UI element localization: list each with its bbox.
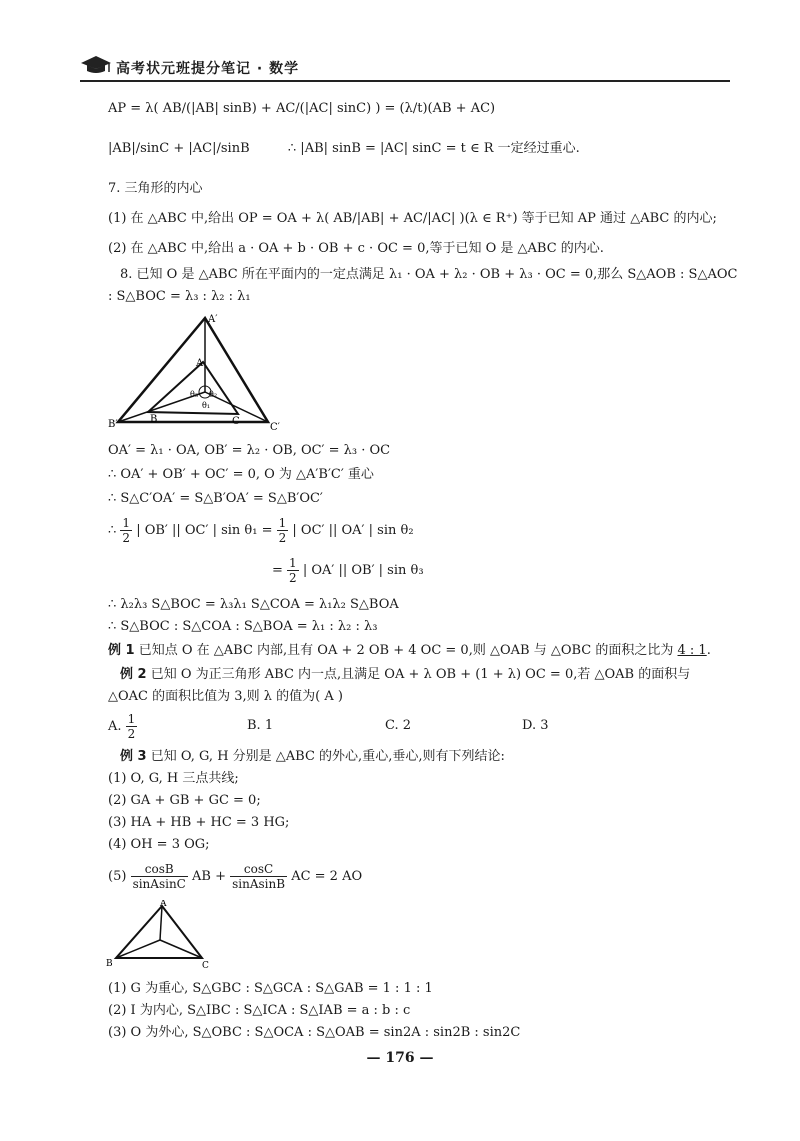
label-theta-1: θ₁ bbox=[202, 401, 211, 410]
example-3-item-2: (2) GA + GB + GC = 0; bbox=[108, 793, 261, 808]
example-3-item-3: (3) HA + HB + HC = 3 HG; bbox=[108, 815, 290, 830]
label-b-prime: B′ bbox=[108, 419, 118, 430]
label-c: C bbox=[232, 416, 240, 427]
example-1-answer: 4 : 1 bbox=[677, 643, 707, 658]
formula-ratio-right: ∴ |AB| sinB = |AC| sinC = t ∈ R 一定经过重心. bbox=[287, 141, 580, 156]
section-8-text-cont: : S△BOC = λ₃ : λ₂ : λ₁ bbox=[108, 289, 251, 304]
summary-centroid: (1) G 为重心, S△GBC : S△GCA : S△GAB = 1 : 1 : 1 bbox=[108, 981, 433, 996]
label-theta-3: θ₃ bbox=[190, 390, 199, 399]
triangle-abc bbox=[116, 906, 202, 958]
fraction-half: $\frac{1}{2}$ bbox=[278, 516, 287, 545]
header-rule bbox=[80, 80, 730, 82]
label-c-prime: C′ bbox=[270, 422, 280, 433]
example-2-label: 例 2 bbox=[120, 667, 147, 682]
proof-line-4: ∴ $\frac{1}{2}$ | OB′ || OC′ | sin θ₁ = $\frac{1}{2}$ | OC′ || OA′ | sin θ₂ bbox=[108, 516, 414, 545]
choice-c: C. 2 bbox=[385, 718, 412, 733]
section-7-item-1: (1) 在 △ABC 中,给出 OP = OA + λ( AB/|AB| + AC/|AC| )(λ ∈ R⁺) 等于已知 AP 通过 △ABC 的内心; bbox=[108, 211, 717, 226]
choice-d: D. 3 bbox=[522, 718, 549, 733]
label-b: B bbox=[150, 414, 158, 425]
summary-incenter: (2) I 为内心, S△IBC : S△ICA : S△IAB = a : b : c bbox=[108, 1003, 411, 1018]
label-theta-2: θ₂ bbox=[209, 390, 218, 399]
fraction-cosb: $\frac{\cos B}{\text{sinAsinC}}$ bbox=[132, 862, 186, 891]
proof-line-7: ∴ S△BOC : S△COA : S△BOA = λ₁ : λ₂ : λ₃ bbox=[108, 619, 378, 634]
proof-line-1: OA′ = λ₁ · OA, OB′ = λ₂ · OB, OC′ = λ₃ · OC bbox=[108, 443, 391, 458]
example-2-cont: △OAC 的面积比值为 3,则 λ 的值为( A ) bbox=[108, 689, 343, 704]
example-3-text: 已知 O, G, H 分别是 △ABC 的外心,重心,垂心,则有下列结论: bbox=[150, 749, 505, 764]
fraction-choice-a: $\frac{1}{2}$ bbox=[127, 712, 136, 741]
fig2-label-b: B bbox=[106, 959, 113, 969]
example-3 bbox=[120, 748, 505, 766]
proof-line-3: ∴ S△C′OA′ = S△B′OA′ = S△B′OC′ bbox=[108, 491, 323, 506]
fraction-cosc: $\frac{\cos C}{\text{sinAsinB}}$ bbox=[232, 862, 286, 891]
example-2 bbox=[120, 666, 690, 684]
example-1-text: 已知点 O 在 △ABC 内部,且有 OA + 2 OB + 4 OC = 0,则 △OAB 与 △OBC 的面积之比为 bbox=[138, 643, 674, 658]
fraction-half: $\frac{1}{2}$ bbox=[289, 556, 297, 585]
formula-ratio bbox=[108, 140, 580, 158]
proof-line-5: = $\frac{1}{2}$ | OA′ || OB′ | sin θ₃ bbox=[272, 556, 424, 585]
proof-line-2: ∴ OA′ + OB′ + OC′ = 0, O 为 △A′B′C′ 重心 bbox=[108, 467, 374, 482]
fig2-label-c: C bbox=[202, 961, 209, 971]
example-3-item-1: (1) O, G, H 三点共线; bbox=[108, 771, 239, 786]
section-8-text: 8. 已知 O 是 △ABC 所在平面内的一定点满足 λ₁ · OA + λ₂ · OB + λ₃ · OC = 0,那么 S△AOB : S△AOC bbox=[120, 267, 738, 282]
example-2-text: 已知 O 为正三角形 ABC 内一点,且满足 OA + λ OB + (1 + λ) OC = 0,若 △OAB 的面积与 bbox=[150, 667, 691, 682]
example-3-item-5: (5) $\frac{\cos B}{\text{sinAsinC}}$ AB + $\frac{\cos C}{\text{sinAsinB}}$ AC = 2 AO bbox=[108, 862, 363, 891]
example-3-label: 例 3 bbox=[120, 749, 147, 764]
choice-a: A. $\frac{1}{2}$ bbox=[108, 712, 136, 741]
proof-line-6: ∴ λ₂λ₃ S△BOC = λ₃λ₁ S△COA = λ₁λ₂ S△BOA bbox=[108, 597, 399, 612]
example-1: 例 1 已知点 O 在 △ABC 内部,且有 OA + 2 OB + 4 OC = 0,则 △OAB 与 △OBC 的面积之比为 4 : 1. bbox=[108, 643, 711, 658]
label-a-prime: A′ bbox=[208, 314, 218, 325]
example-1-label: 例 1 bbox=[108, 643, 135, 658]
graduation-cap-icon bbox=[80, 54, 112, 76]
choice-b: B. 1 bbox=[247, 718, 274, 733]
header-title: 高考状元班提分笔记 · 数学 bbox=[116, 61, 300, 77]
section-7-title: 7. 三角形的内心 bbox=[108, 181, 203, 196]
page-header bbox=[80, 48, 730, 88]
example-3-item-4: (4) OH = 3 OG; bbox=[108, 837, 210, 852]
label-a: A bbox=[196, 358, 204, 369]
section-7-item-2: (2) 在 △ABC 中,给出 a · OA + b · OB + c · OC = 0,等于已知 O 是 △ABC 的内心. bbox=[108, 241, 604, 256]
fig2-label-a: A bbox=[160, 900, 167, 909]
figure-triangle-abc bbox=[104, 900, 214, 972]
page-number: — 176 — bbox=[366, 1050, 434, 1066]
formula-ratio-left: |AB|/sinC + |AC|/sinB bbox=[108, 141, 250, 156]
summary-circumcenter: (3) O 为外心, S△OBC : S△OCA : S△OAB = sin2A : sin2B : sin2C bbox=[108, 1025, 521, 1040]
figure-triangles bbox=[108, 310, 298, 435]
formula-ap: AP = λ( AB/(|AB| sinB) + AC/(|AC| sinC) ) = (λ/t)(AB + AC) bbox=[108, 101, 496, 116]
fraction-half: $\frac{1}{2}$ bbox=[122, 516, 131, 545]
